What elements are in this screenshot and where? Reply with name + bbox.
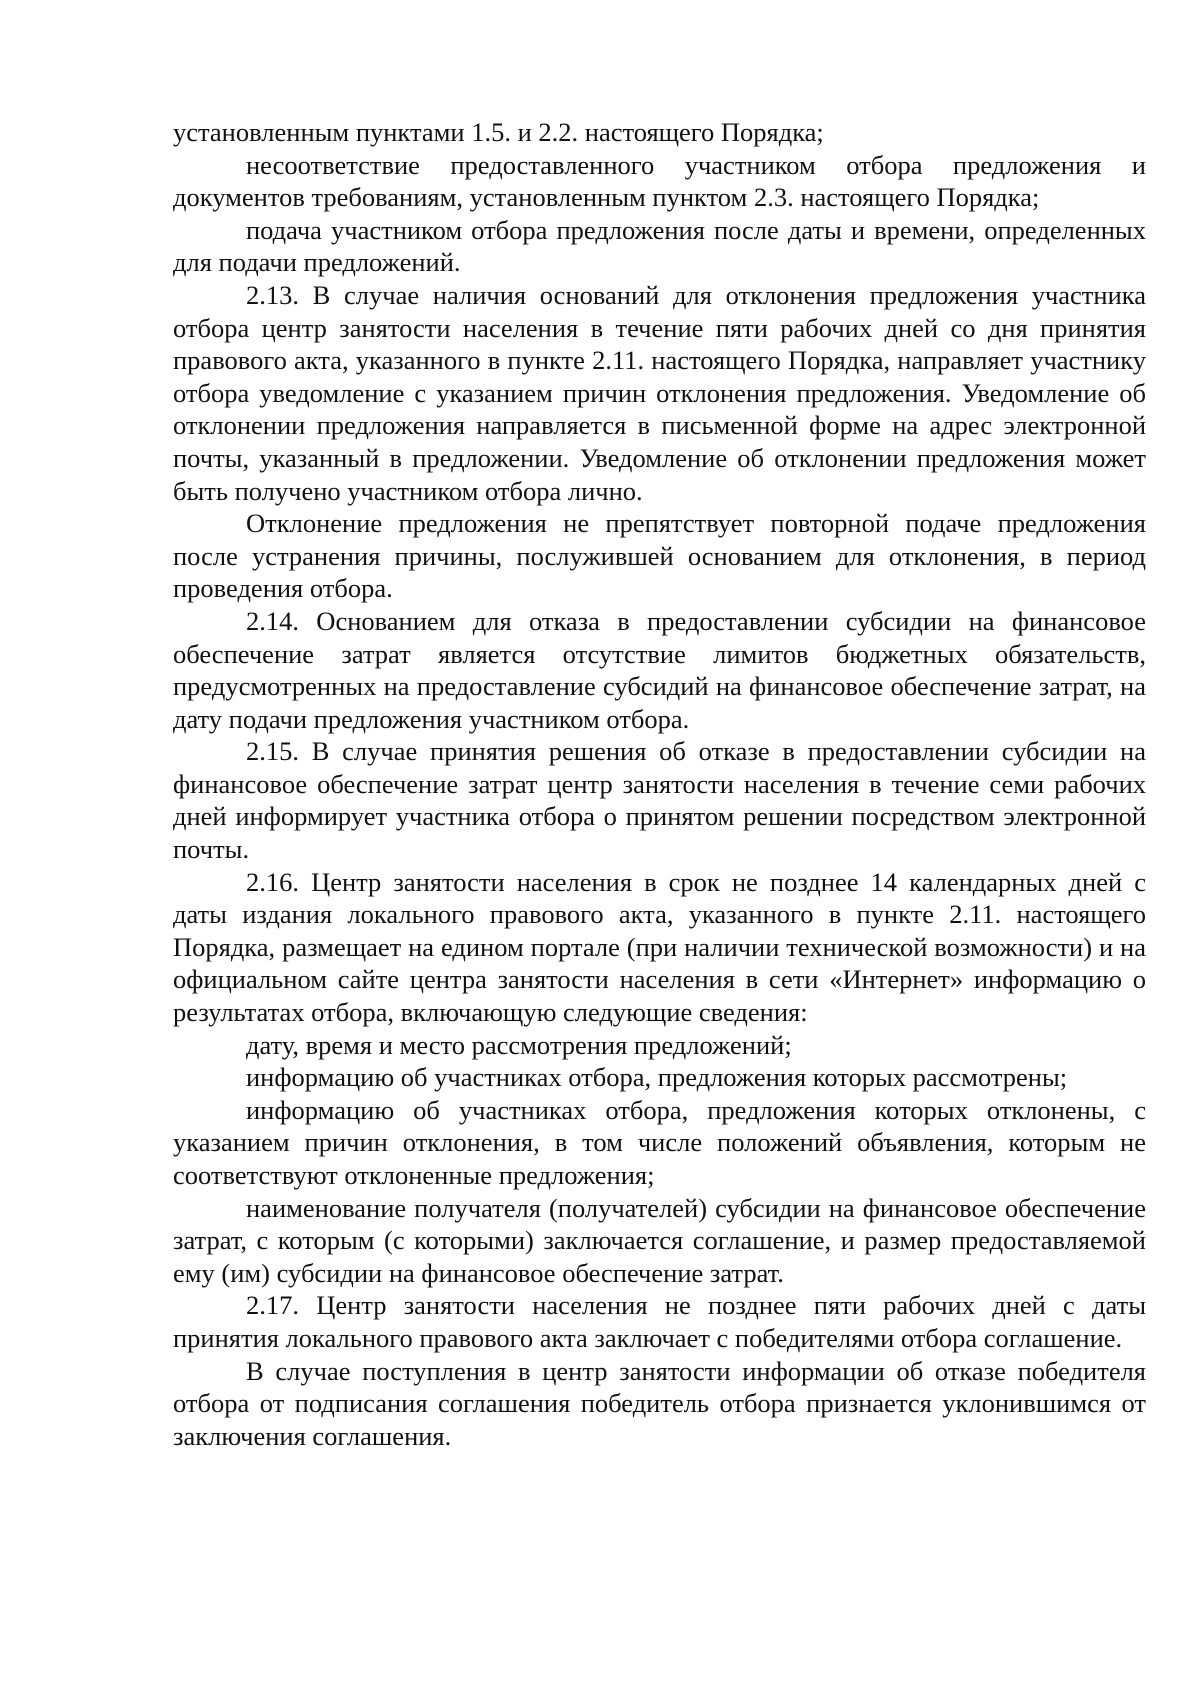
paragraph-continuation: установленным пунктами 1.5. и 2.2. настоящего Порядка; [173,117,824,147]
list-item-recipient-name: наименование получателя (получателей) субсидии на финансовое обеспечение затрат, с которым (с которыми) заключается соглашение, и размер предоставляемой ему (им) субсидии на финансовое обеспечение затрат. [173,1192,1146,1288]
paragraph-2-15: 2.15. В случае принятия решения об отказе в предоставлении субсидии на финансовое обеспечение затрат центр занятости населения в течение семи рабочих дней информирует участника отбора о принятом решении посредством электронной почты. [173,736,1146,865]
list-item-reviewed-participants: информацию об участниках отбора, предложения которых рассмотрены; [246,1062,1068,1093]
paragraph-2-14: 2.14. Основанием для отказа в предоставлении субсидии на финансовое обеспечение затрат является отсутствие лимитов бюджетных обязательств, предусмотренных на предоставление субсидий на финансовое обеспечение затрат, на дату подачи предложения участником отбора. [173,605,1146,734]
paragraph-2-17: 2.17. Центр занятости населения не позднее пяти рабочих дней с даты принятия локального правового акта заключает с победителями отбора соглашение. [173,1290,1146,1353]
paragraph-refusal: В случае поступления в центр занятости информации об отказе победителя отбора от подписания соглашения победитель отбора признается уклонившимся от заключения соглашения. [173,1355,1146,1451]
document-page [173,116,1146,1452]
list-item-review-date: дату, время и место рассмотрения предложений; [246,1029,792,1060]
paragraph-2-16: 2.16. Центр занятости населения в срок не позднее 14 календарных дней с даты издания локального правового акта, указанного в пункте 2.11. настоящего Порядка, размещает на едином портале (при наличии технической возможности) и на официальном сайте центра занятости населения в сети «Интернет» информацию о результатах отбора, включающую следующие сведения: [173,866,1146,1028]
paragraph-resubmission: Отклонение предложения не препятствует повторной подаче предложения после устранения причины, послужившей основанием для отклонения, в период проведения отбора. [173,508,1146,604]
paragraph-late-submission: подача участником отбора предложения после даты и времени, определенных для подачи предложений. [173,214,1146,278]
paragraph-nonconformity: несоответствие предоставленного участником отбора предложения и документов требованиям, установленным пунктом 2.3. настоящего Порядка; [173,149,1146,213]
list-item-rejected-participants: информацию об участниках отбора, предложения которых отклонены, с указанием причин отклонения, в том числе положений объявления, которым не соответствуют отклоненные предложения; [173,1094,1146,1190]
paragraph-2-13: 2.13. В случае наличия оснований для отклонения предложения участника отбора центр занятости населения в течение пяти рабочих дней со дня принятия правового акта, указанного в пункте 2.11. настоящего Порядка, направляет участнику отбора уведомление с указанием причин отклонения предложения. Уведомление об отклонении предложения направляется в письменной форме на адрес электронной почты, указанный в предложении. Уведомление об отклонении предложения может быть получено участником отбора лично. [173,279,1146,506]
